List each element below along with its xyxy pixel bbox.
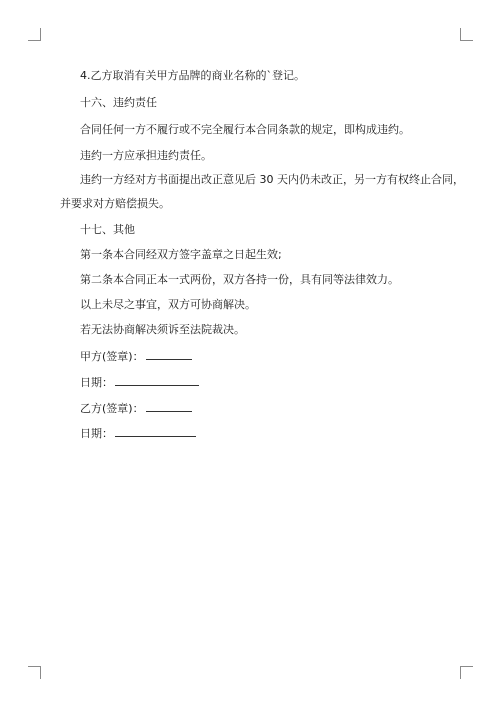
termination-text-line2: 并要求对方赔偿损失。	[60, 197, 170, 210]
party-a-signature-line	[146, 349, 192, 360]
party-a-signature-row	[60, 349, 445, 363]
corner-mark-top-left	[28, 28, 41, 41]
party-a-signature-label: 甲方(签章)：	[80, 350, 144, 363]
party-b-date-row	[60, 426, 445, 440]
section-17-heading: 十七、其他	[80, 223, 135, 236]
corner-mark-bottom-right	[460, 666, 473, 679]
party-a-date-label: 日期：	[80, 376, 113, 389]
party-b-signature-line	[146, 401, 192, 412]
article-2-text: 第二条本合同正本一式两份，双方各持一份，具有同等法律效力。	[80, 273, 399, 286]
article-1-text: 第一条本合同经双方签字盖章之日起生效;	[80, 248, 282, 261]
termination-text-line1: 违约一方经对方书面提出改正意见后 30 天内仍未改正，另一方有权终止合同，	[80, 173, 464, 186]
corner-mark-top-right	[460, 28, 473, 41]
section-16-heading: 十六、违约责任	[80, 96, 157, 109]
party-a-date-line	[115, 375, 199, 386]
party-a-date-row	[60, 375, 445, 389]
breach-liability-text: 违约一方应承担违约责任。	[80, 149, 212, 162]
unresolved-matters-text: 以上未尽之事宜，双方可协商解决。	[80, 298, 256, 311]
party-b-signature-label: 乙方(签章)：	[80, 402, 144, 415]
court-ruling-text: 若无法协商解决须诉至法院裁决。	[80, 323, 245, 336]
corner-mark-bottom-left	[28, 666, 41, 679]
party-b-signature-row	[60, 401, 445, 415]
party-b-date-line	[115, 426, 196, 437]
party-b-date-label: 日期：	[80, 427, 113, 440]
clause-4-text: 4.乙方取消有关甲方品牌的商业名称的`登记。	[80, 69, 305, 82]
breach-definition-text: 合同任何一方不履行或不完全履行本合同条款的规定，即构成违约。	[80, 123, 410, 136]
